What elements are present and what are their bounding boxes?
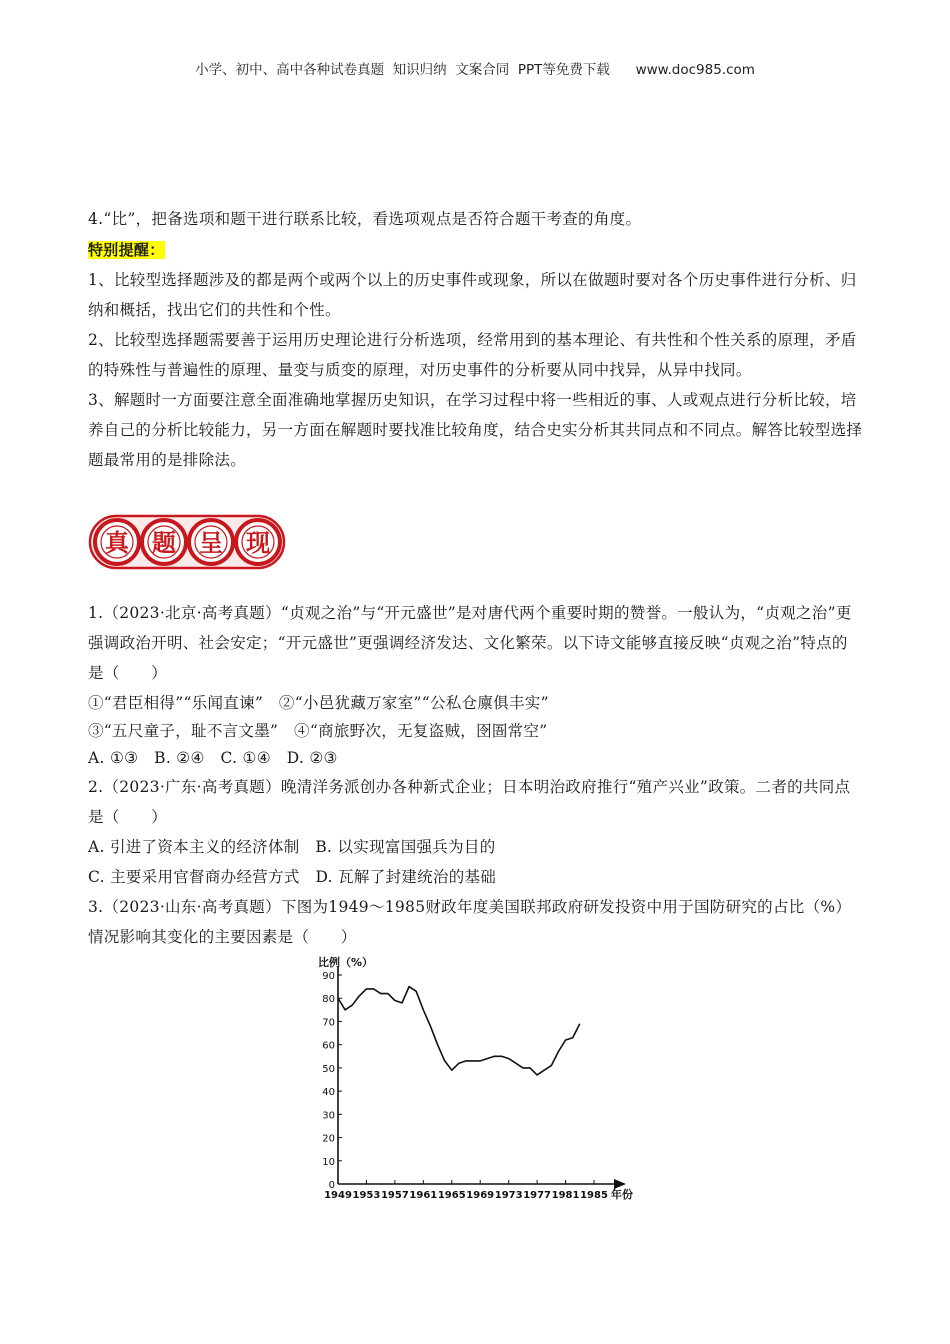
x-tick-label: 1981	[551, 1190, 580, 1201]
banner-circle-4	[236, 520, 280, 564]
banner-circle-3	[189, 520, 233, 564]
banner-circle-1	[95, 520, 139, 564]
y-tick-label: 10	[322, 1156, 335, 1168]
q1-answer-choices: A. ①③ B. ②④ C. ①④ D. ②③	[88, 749, 338, 767]
q2-options-row-1: A. 引进了资本主义的经济体制 B. 以实现富国强兵为目的	[88, 838, 496, 856]
y-tick-label: 50	[322, 1063, 335, 1075]
reminder-point-3: 3、解题时一方面要注意全面准确地掌握历史知识，在学习过程中将一些相近的事、人或观点进行分析比较，培养自己的分析比较能力，另一方面在解题时要找准比较角度，结合史实分析其共同点和不同点。解答比较型选择题最常用的是排除法。	[88, 391, 863, 469]
y-tick-label: 60	[322, 1040, 335, 1052]
banner-char-1: 真	[105, 529, 129, 557]
q3-stem: 3.（2023·山东·高考真题）下图为1949～1985财政年度美国联邦政府研发投资中用于国防研究的占比（%）情况影响其变化的主要因素是（ ）	[88, 898, 852, 946]
section-banner	[88, 512, 288, 574]
q1-stem: 1.（2023·北京·高考真题）“贞观之治”与“开元盛世”是对唐代两个重要时期的赞誉。一般认为，“贞观之治”更强调政治开明、社会安定；“开元盛世”更强调经济发达、文化繁荣。以下诗文能够直接反映“贞观之治”特点的是（ ）	[88, 604, 852, 682]
y-tick-label: 90	[322, 971, 335, 982]
reminder-title: 特别提醒：	[88, 241, 165, 259]
q2-stem: 2.（2023·广东·高考真题）晚清洋务派创办各种新式企业；日本明治政府推行“殖产兴业”政策。二者的共同点是（ ）	[88, 778, 851, 826]
banner-char-2: 题	[152, 529, 176, 557]
x-tick-label: 1961	[409, 1190, 438, 1201]
banner-char-4: 现	[246, 529, 270, 557]
chart-ylabel: 比例（%）	[318, 956, 374, 969]
chart-xlabel: 年份	[611, 1188, 633, 1201]
x-tick-label: 1957	[380, 1190, 409, 1201]
x-tick-label: 1977	[523, 1190, 552, 1201]
banner-char-3: 呈	[199, 529, 223, 557]
reminder-point-1: 1、比较型选择题涉及的都是两个或两个以上的历史事件或现象，所以在做题时要对各个历史事件进行分析、归纳和概括，找出它们的共性和个性。	[88, 271, 857, 319]
q2-options-row-2: C. 主要采用官督商办经营方式 D. 瓦解了封建统治的基础	[88, 868, 497, 886]
banner-circle-2	[142, 520, 186, 564]
defense-research-chart	[312, 948, 652, 1204]
x-tick-label: 1973	[494, 1190, 523, 1201]
reminder-point-2: 2、比较型选择题需要善于运用历史理论进行分析选项，经常用到的基本理论、有共性和个性关系的原理，矛盾的特殊性与普遍性的原理、量变与质变的原理，对历史事件的分析要从同中找异，从异中找同。	[88, 331, 857, 379]
x-tick-label: 1969	[466, 1190, 495, 1201]
q1-options-row-1: ①“君臣相得”“乐闻直谏” ②“小邑犹藏万家室”“公私仓廪俱丰实”	[88, 694, 549, 712]
y-tick-label: 70	[322, 1017, 335, 1029]
x-tick-label: 1953	[352, 1190, 381, 1201]
q1-options-row-2: ③“五尺童子，耻不言文墨” ④“商旅野次，无复盗贼，囹圄常空”	[88, 722, 548, 740]
y-tick-label: 20	[322, 1133, 335, 1145]
y-tick-label: 40	[322, 1087, 335, 1099]
y-tick-label: 0	[328, 1180, 335, 1191]
series-line	[338, 987, 580, 1075]
reminder-title-row	[88, 235, 878, 265]
y-tick-label: 30	[322, 1110, 335, 1122]
y-tick-label: 80	[322, 994, 335, 1006]
method-item-4: 4.“比”，把备选项和题干进行联系比较，看选项观点是否符合题干考查的角度。	[88, 210, 642, 228]
x-tick-label: 1985	[580, 1190, 608, 1201]
x-tick-label: 1949	[324, 1190, 352, 1201]
x-tick-label: 1965	[437, 1190, 466, 1201]
page-header: 小学、初中、高中各种试卷真题 知识归纳 文案合同 PPT等免费下载 www.doc985.com	[195, 62, 755, 78]
